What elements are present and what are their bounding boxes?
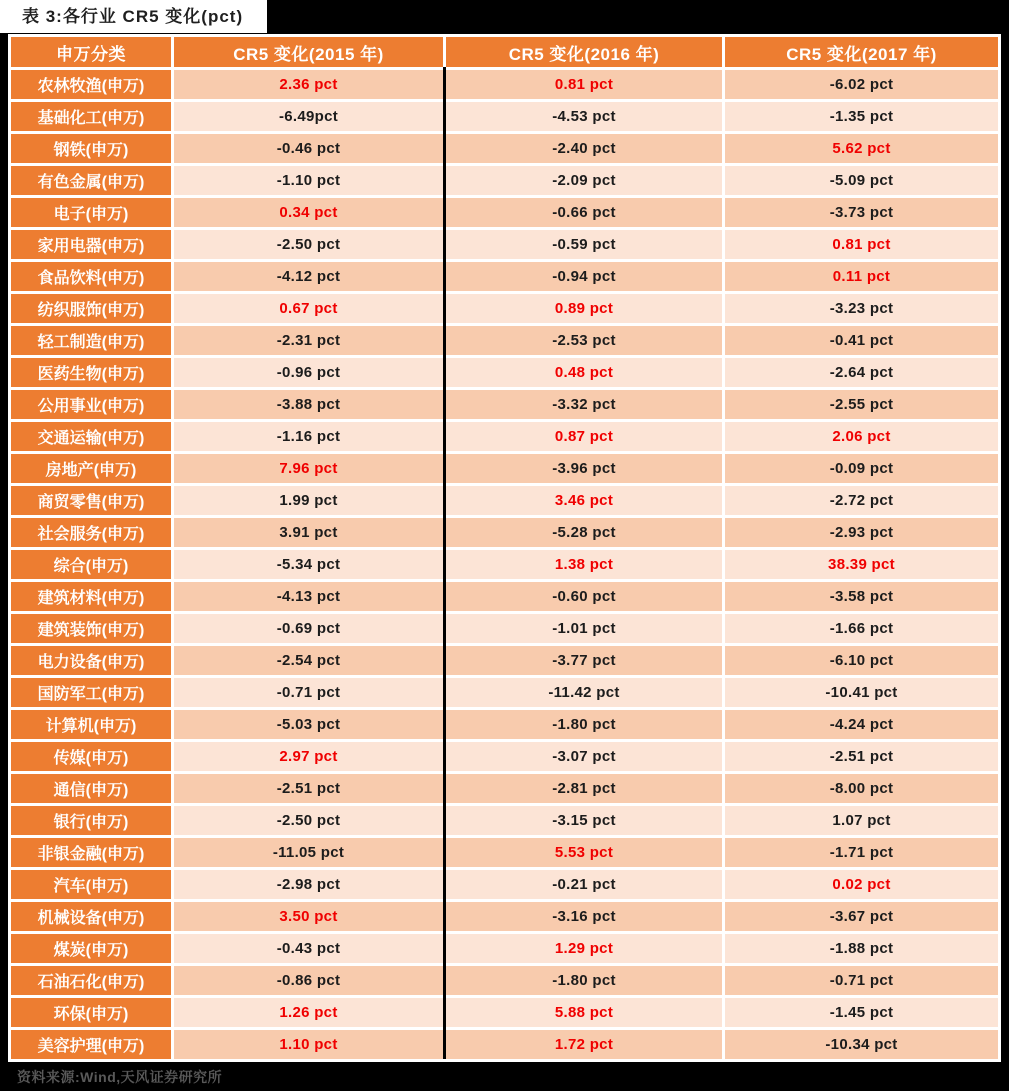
- value-cell: -0.59 pct: [446, 230, 722, 259]
- row-label: 轻工制造(申万): [11, 326, 171, 355]
- value-cell: -6.10 pct: [725, 646, 998, 675]
- row-label: 商贸零售(申万): [11, 486, 171, 515]
- table-row: [11, 998, 998, 1027]
- value-cell: -1.80 pct: [446, 710, 722, 739]
- column-divider-line: [443, 67, 446, 1059]
- value-cell: -2.51 pct: [725, 742, 998, 771]
- row-label: 汽车(申万): [11, 870, 171, 899]
- value-cell: -2.53 pct: [446, 326, 722, 355]
- value-cell: -2.50 pct: [174, 230, 443, 259]
- table-row: [11, 1030, 998, 1059]
- col-header-2017: CR5 变化(2017 年): [725, 37, 998, 67]
- value-cell: -2.31 pct: [174, 326, 443, 355]
- value-cell: -5.09 pct: [725, 166, 998, 195]
- value-cell: -3.96 pct: [446, 454, 722, 483]
- value-cell: 3.91 pct: [174, 518, 443, 547]
- table-row: [11, 326, 998, 355]
- row-label: 社会服务(申万): [11, 518, 171, 547]
- value-cell: -1.88 pct: [725, 934, 998, 963]
- row-label: 有色金属(申万): [11, 166, 171, 195]
- value-cell: 38.39 pct: [725, 550, 998, 579]
- value-cell: -3.77 pct: [446, 646, 722, 675]
- value-cell: -0.09 pct: [725, 454, 998, 483]
- cr5-change-table: [8, 34, 1001, 1062]
- value-cell: 1.72 pct: [446, 1030, 722, 1059]
- table-row: [11, 806, 998, 835]
- value-cell: -2.51 pct: [174, 774, 443, 803]
- row-label: 房地产(申万): [11, 454, 171, 483]
- col-header-2016: CR5 变化(2016 年): [446, 37, 722, 67]
- value-cell: 3.50 pct: [174, 902, 443, 931]
- value-cell: -1.71 pct: [725, 838, 998, 867]
- value-cell: -8.00 pct: [725, 774, 998, 803]
- row-label: 机械设备(申万): [11, 902, 171, 931]
- row-label: 银行(申万): [11, 806, 171, 835]
- table-row: [11, 774, 998, 803]
- value-cell: -0.86 pct: [174, 966, 443, 995]
- value-cell: -6.49pct: [174, 102, 443, 131]
- value-cell: -11.42 pct: [446, 678, 722, 707]
- row-label: 计算机(申万): [11, 710, 171, 739]
- value-cell: -0.41 pct: [725, 326, 998, 355]
- value-cell: 0.48 pct: [446, 358, 722, 387]
- value-cell: -2.09 pct: [446, 166, 722, 195]
- value-cell: -2.64 pct: [725, 358, 998, 387]
- table-row: [11, 614, 998, 643]
- header-row: [11, 37, 998, 67]
- value-cell: 5.88 pct: [446, 998, 722, 1027]
- value-cell: -0.43 pct: [174, 934, 443, 963]
- value-cell: -5.03 pct: [174, 710, 443, 739]
- value-cell: -5.28 pct: [446, 518, 722, 547]
- table-row: [11, 646, 998, 675]
- row-label: 纺织服饰(申万): [11, 294, 171, 323]
- value-cell: -4.53 pct: [446, 102, 722, 131]
- value-cell: -0.94 pct: [446, 262, 722, 291]
- value-cell: -3.67 pct: [725, 902, 998, 931]
- row-label: 电子(申万): [11, 198, 171, 227]
- row-label: 通信(申万): [11, 774, 171, 803]
- value-cell: -3.23 pct: [725, 294, 998, 323]
- table-row: [11, 134, 998, 163]
- table-row: [11, 454, 998, 483]
- value-cell: -1.80 pct: [446, 966, 722, 995]
- value-cell: -0.71 pct: [725, 966, 998, 995]
- row-label: 农林牧渔(申万): [11, 70, 171, 99]
- value-cell: -2.81 pct: [446, 774, 722, 803]
- row-label: 基础化工(申万): [11, 102, 171, 131]
- value-cell: -4.24 pct: [725, 710, 998, 739]
- value-cell: -1.45 pct: [725, 998, 998, 1027]
- value-cell: -10.34 pct: [725, 1030, 998, 1059]
- value-cell: 5.53 pct: [446, 838, 722, 867]
- table-row: [11, 422, 998, 451]
- value-cell: 0.81 pct: [446, 70, 722, 99]
- value-cell: -0.71 pct: [174, 678, 443, 707]
- value-cell: 0.67 pct: [174, 294, 443, 323]
- table-row: [11, 230, 998, 259]
- value-cell: 1.26 pct: [174, 998, 443, 1027]
- row-label: 建筑材料(申万): [11, 582, 171, 611]
- value-cell: 0.89 pct: [446, 294, 722, 323]
- table-row: [11, 678, 998, 707]
- row-label: 国防军工(申万): [11, 678, 171, 707]
- value-cell: -3.88 pct: [174, 390, 443, 419]
- value-cell: -2.55 pct: [725, 390, 998, 419]
- value-cell: 5.62 pct: [725, 134, 998, 163]
- value-cell: 1.38 pct: [446, 550, 722, 579]
- table-row: [11, 390, 998, 419]
- table-row: [11, 486, 998, 515]
- value-cell: 1.10 pct: [174, 1030, 443, 1059]
- table-row: [11, 70, 998, 99]
- value-cell: 0.11 pct: [725, 262, 998, 291]
- table-row: [11, 870, 998, 899]
- value-cell: -1.35 pct: [725, 102, 998, 131]
- value-cell: -3.58 pct: [725, 582, 998, 611]
- table-row: [11, 102, 998, 131]
- value-cell: -3.07 pct: [446, 742, 722, 771]
- value-cell: 2.97 pct: [174, 742, 443, 771]
- value-cell: 3.46 pct: [446, 486, 722, 515]
- table-row: [11, 518, 998, 547]
- row-label: 食品饮料(申万): [11, 262, 171, 291]
- table-row: [11, 262, 998, 291]
- value-cell: 2.06 pct: [725, 422, 998, 451]
- value-cell: -2.50 pct: [174, 806, 443, 835]
- value-cell: 0.02 pct: [725, 870, 998, 899]
- value-cell: -2.72 pct: [725, 486, 998, 515]
- value-cell: -0.69 pct: [174, 614, 443, 643]
- value-cell: 7.96 pct: [174, 454, 443, 483]
- value-cell: -3.32 pct: [446, 390, 722, 419]
- value-cell: -0.21 pct: [446, 870, 722, 899]
- value-cell: 0.81 pct: [725, 230, 998, 259]
- value-cell: -4.12 pct: [174, 262, 443, 291]
- value-cell: -10.41 pct: [725, 678, 998, 707]
- table-row: [11, 902, 998, 931]
- row-label: 综合(申万): [11, 550, 171, 579]
- table-row: [11, 710, 998, 739]
- table-row: [11, 550, 998, 579]
- row-label: 石油石化(申万): [11, 966, 171, 995]
- source-note: 资料来源:Wind,天风证券研究所: [17, 1069, 223, 1085]
- value-cell: -1.10 pct: [174, 166, 443, 195]
- row-label: 钢铁(申万): [11, 134, 171, 163]
- value-cell: -2.98 pct: [174, 870, 443, 899]
- row-label: 交通运输(申万): [11, 422, 171, 451]
- value-cell: -1.01 pct: [446, 614, 722, 643]
- table-title: 表 3:各行业 CR5 变化(pct): [0, 0, 267, 33]
- value-cell: -6.02 pct: [725, 70, 998, 99]
- row-label: 电力设备(申万): [11, 646, 171, 675]
- table-row: [11, 742, 998, 771]
- value-cell: -4.13 pct: [174, 582, 443, 611]
- value-cell: -2.40 pct: [446, 134, 722, 163]
- table-row: [11, 198, 998, 227]
- row-label: 传媒(申万): [11, 742, 171, 771]
- value-cell: -3.73 pct: [725, 198, 998, 227]
- table-row: [11, 838, 998, 867]
- row-label: 煤炭(申万): [11, 934, 171, 963]
- row-label: 建筑装饰(申万): [11, 614, 171, 643]
- row-label: 家用电器(申万): [11, 230, 171, 259]
- value-cell: 0.87 pct: [446, 422, 722, 451]
- value-cell: 1.99 pct: [174, 486, 443, 515]
- table-row: [11, 358, 998, 387]
- col-header-industry: 申万分类: [11, 37, 171, 67]
- value-cell: -3.15 pct: [446, 806, 722, 835]
- value-cell: -0.66 pct: [446, 198, 722, 227]
- value-cell: -5.34 pct: [174, 550, 443, 579]
- table-row: [11, 166, 998, 195]
- value-cell: -1.66 pct: [725, 614, 998, 643]
- row-label: 非银金融(申万): [11, 838, 171, 867]
- value-cell: -1.16 pct: [174, 422, 443, 451]
- table-row: [11, 582, 998, 611]
- value-cell: -2.54 pct: [174, 646, 443, 675]
- value-cell: -0.46 pct: [174, 134, 443, 163]
- value-cell: -0.60 pct: [446, 582, 722, 611]
- value-cell: 1.29 pct: [446, 934, 722, 963]
- col-header-2015: CR5 变化(2015 年): [174, 37, 443, 67]
- value-cell: 1.07 pct: [725, 806, 998, 835]
- table-row: [11, 966, 998, 995]
- row-label: 美容护理(申万): [11, 1030, 171, 1059]
- row-label: 环保(申万): [11, 998, 171, 1027]
- row-label: 医药生物(申万): [11, 358, 171, 387]
- value-cell: 0.34 pct: [174, 198, 443, 227]
- value-cell: -2.93 pct: [725, 518, 998, 547]
- row-label: 公用事业(申万): [11, 390, 171, 419]
- table-row: [11, 934, 998, 963]
- value-cell: -3.16 pct: [446, 902, 722, 931]
- value-cell: 2.36 pct: [174, 70, 443, 99]
- value-cell: -0.96 pct: [174, 358, 443, 387]
- table-row: [11, 294, 998, 323]
- value-cell: -11.05 pct: [174, 838, 443, 867]
